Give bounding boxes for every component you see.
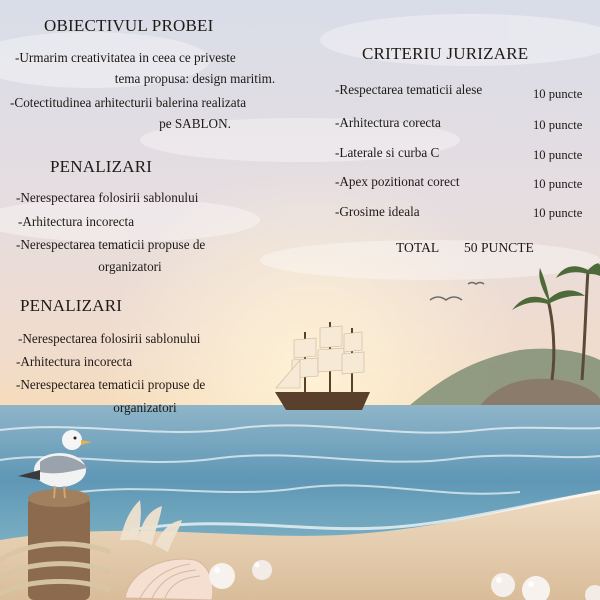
criteria-item-1-points: 10 puncte [533,87,583,101]
criteria-title: CRITERIU JURIZARE [362,44,529,63]
penalties-2-line-1: -Nerespectarea folosirii sablonului [18,331,201,346]
criteria-item-5-label: -Grosime ideala [335,204,420,219]
penalties-2-line-3: -Nerespectarea tematicii propuse de [16,377,206,392]
objective-title: OBIECTIVUL PROBEI [44,16,214,35]
objective-line-4: pe SABLON. [159,116,231,131]
objective-line-2: tema propusa: design maritim. [114,71,276,86]
penalties-title-1: PENALIZARI [50,157,153,176]
penalties-2-line-2: -Arhitectura incorecta [16,354,133,369]
criteria-total-value: 50 PUNCTE [464,240,534,255]
criteria-total-label: TOTAL [396,240,440,255]
objective-line-1: -Urmarim creativitatea in ceea ce priveste [15,50,236,65]
criteria-item-2-points: 10 puncte [533,118,583,132]
penalties-title-2: PENALIZARI [20,296,123,315]
criteria-item-4-label: -Apex pozitionat corect [335,174,460,189]
criteria-item-2-label: -Arhitectura corecta [335,115,441,130]
criteria-item-4-points: 10 puncte [533,177,583,191]
criteria-item-1-label: -Respectarea tematicii alese [335,82,483,97]
penalties-2-line-4: organizatori [113,400,177,415]
criteria-item-3-points: 10 puncte [533,148,583,162]
penalties-1-line-3: -Nerespectarea tematicii propuse de [16,237,206,252]
criteria-item-5-points: 10 puncte [533,206,583,220]
penalties-1-line-2: -Arhitectura incorecta [18,214,135,229]
penalties-1-line-4: organizatori [98,259,162,274]
objective-line-3: -Cotectitudinea arhitecturii balerina realizata [10,95,247,110]
criteria-item-3-label: -Laterale si curba C [335,145,440,160]
penalties-1-line-1: -Nerespectarea folosirii sablonului [16,190,199,205]
